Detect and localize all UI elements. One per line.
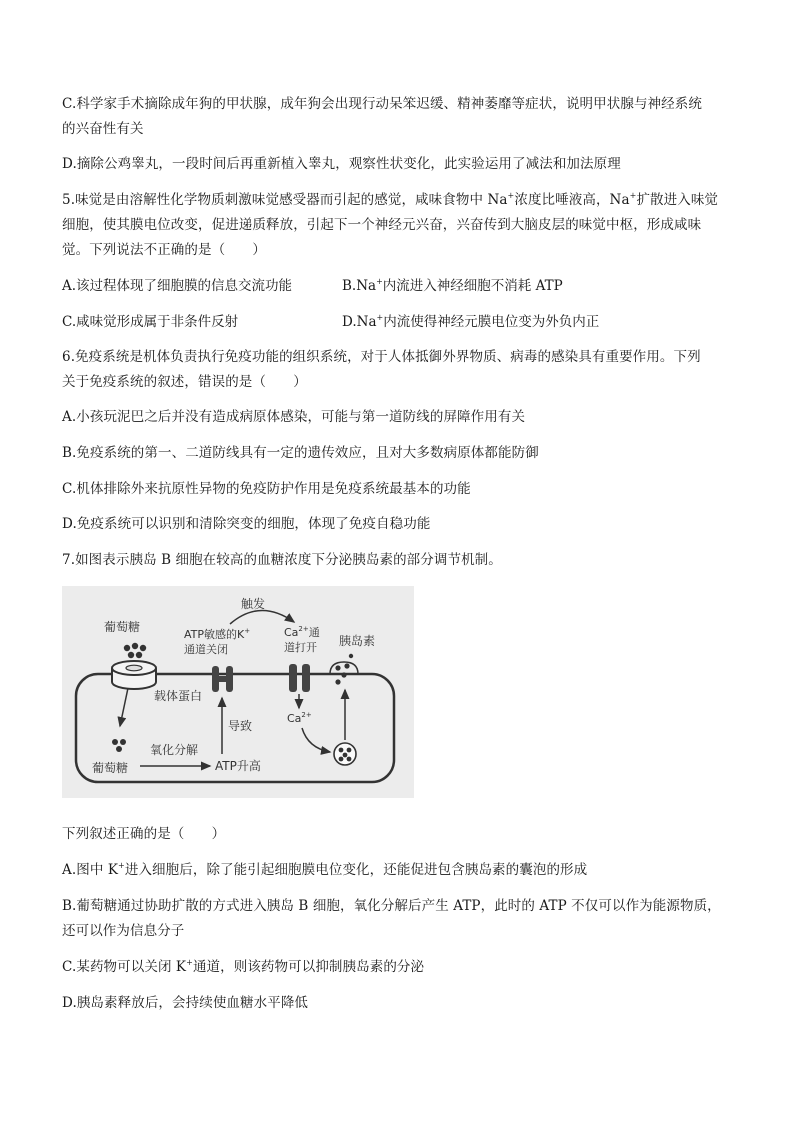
q5-option-a: A.该过程体现了细胞膜的信息交流功能: [62, 278, 293, 294]
q5-stem-text: 5.味觉是由溶解性化学物质刺激味觉感受器而引起的感觉，咸味食物中 Na: [62, 192, 508, 208]
q5-stem-line3: 觉。下列说法不正确的是（ ）: [62, 242, 266, 258]
insulin-vesicle-icon: [334, 743, 356, 765]
glucose-molecules-icon: [124, 643, 146, 658]
q7-option-c: [62, 955, 424, 975]
diagram-svg: [62, 586, 414, 798]
q6-option-a: A.小孩玩泥巴之后并没有造成病原体感染，可能与第一道防线的屏障作用有关: [62, 409, 526, 425]
q7-stem: 7.如图表示胰岛 B 细胞在较高的血糖浓度下分泌胰岛素的部分调节机制。: [62, 552, 502, 568]
q7-option-a: [62, 858, 587, 878]
q7-option-a-text: 进入细胞后，除了能引起细胞膜电位变化，还能促进包含胰岛素的囊泡的形成: [124, 862, 588, 878]
q7-option-a-text: A.图中 K: [62, 862, 119, 878]
ca-channel-label-text: Ca: [284, 626, 299, 639]
q7-option-c-text: C.某药物可以关闭 K: [62, 959, 187, 975]
insulin-label: 胰岛素: [339, 634, 376, 648]
q5-stem-text: 扩散进入味觉: [636, 192, 719, 208]
superscript: +: [507, 191, 515, 200]
q5-stem-text: 浓度比唾液高，Na: [514, 192, 630, 208]
k-channel-label-line1: [184, 627, 250, 641]
q5-option-d: [342, 310, 599, 330]
q5-option-d-text: D.Na: [342, 314, 377, 330]
q6-option-c: C.机体排除外来抗原性异物的免疫防护作用是免疫系统最基本的功能: [62, 481, 471, 497]
q7-option-b-line2: 还可以作为信息分子: [62, 923, 185, 939]
glucose-inside-icon: [112, 739, 126, 752]
ca-inside-text: Ca: [287, 712, 302, 725]
leads-to-label: 导致: [228, 719, 253, 733]
ca-channel-label-line1: [284, 625, 320, 639]
superscript: 2+: [298, 625, 309, 633]
superscript: 2+: [301, 711, 312, 719]
q5-option-b-text: B.Na: [342, 278, 377, 294]
q5-stem-line1: [62, 188, 718, 208]
insulin-secretion-diagram: [62, 586, 414, 798]
atp-up-label: ATP升高: [215, 759, 261, 773]
carrier-protein-icon: [112, 661, 156, 689]
q5-option-c: C.咸味觉形成属于非条件反射: [62, 314, 239, 330]
glucose-label-top: 葡萄糖: [104, 620, 141, 634]
q5-option-b: [342, 274, 563, 294]
ca-channel-label-line2: 道打开: [284, 641, 317, 654]
q5-stem-line2: 细胞，使其膜电位改变，促进递质释放，引起下一个神经元兴奋，兴奋传到大脑皮层的味觉中枢，形成咸味: [62, 217, 702, 233]
k-channel-label-text: ATP敏感的K: [184, 628, 245, 641]
superscript: +: [376, 313, 384, 322]
q5-option-b-text: 内流进入神经细胞不消耗 ATP: [382, 278, 563, 294]
trigger-label: 触发: [241, 597, 266, 611]
insulin-vesicle-release-icon: [330, 654, 358, 685]
ca-channel-label-text: 通: [308, 626, 320, 639]
q4-option-c-line1: C.科学家手术摘除成年狗的甲状腺，成年狗会出现行动呆笨迟缓、精神萎靡等症状，说明甲状腺与神经系统: [62, 96, 702, 112]
superscript: +: [244, 627, 251, 635]
q7-question: 下列叙述正确的是（ ）: [62, 826, 226, 842]
ca-to-vesicle-arrow: [302, 728, 330, 752]
q6-option-d: D.免疫系统可以识别和清除突变的细胞，体现了免疫自稳功能: [62, 516, 431, 532]
q6-option-b: B.免疫系统的第一、二道防线具有一定的遗传效应，且对大多数病原体都能防御: [62, 445, 539, 461]
q7-option-b-line1: B.葡萄糖通过协助扩散的方式进入胰岛 B 细胞，氧化分解后产生 ATP，此时的 ATP 不仅可以作为能源物质，: [62, 898, 721, 914]
k-channel-label-line2: 通道关闭: [184, 643, 228, 656]
q4-option-d: D.摘除公鸡睾丸，一段时间后再重新植入睾丸，观察性状变化，此实验运用了减法和加法原理: [62, 156, 621, 172]
q6-stem-line2: 关于免疫系统的叙述，错误的是（ ）: [62, 374, 307, 390]
glucose-entry-arrow: [120, 688, 128, 726]
ca-channel-open-icon: [289, 664, 310, 692]
trigger-arrow: [230, 610, 294, 624]
q7-option-d: D.胰岛素释放后，会持续使血糖水平降低: [62, 995, 309, 1011]
q7-option-c-text: 通道，则该药物可以抑制胰岛素的分泌: [192, 959, 425, 975]
oxidation-label: 氧化分解: [150, 743, 199, 757]
k-channel-closed-icon: [212, 666, 233, 692]
glucose-label-bottom: 葡萄糖: [92, 761, 129, 775]
q6-stem-line1: 6.免疫系统是机体负责执行免疫功能的组织系统，对于人体抵御外界物质、病毒的感染具有重要作用。下列: [62, 349, 701, 365]
superscript: +: [186, 958, 193, 967]
q5-option-d-text: 内流使得神经元膜电位变为外负内正: [383, 314, 600, 330]
superscript: +: [118, 861, 125, 870]
carrier-protein-label: 载体蛋白: [154, 689, 203, 703]
q4-option-c-line2: 的兴奋性有关: [62, 121, 144, 137]
ca-inside-label: [287, 711, 312, 725]
superscript: +: [376, 277, 383, 286]
superscript: +: [629, 191, 637, 200]
